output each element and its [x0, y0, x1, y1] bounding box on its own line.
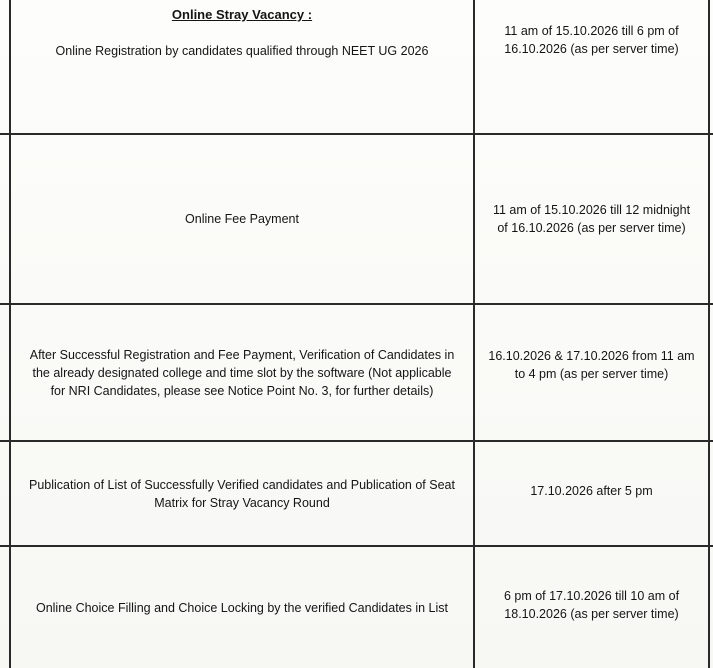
table-row-4-event-cell: [11, 442, 473, 545]
schedule-line: of 16.10.2026 (as per server time): [497, 221, 686, 235]
table-row-1-schedule-cell: [475, 0, 708, 80]
event-text: Online Registration by candidates qualified through NEET UG 2026: [55, 44, 429, 58]
event-line: for NRI Candidates, please see Notice Point No. 3, for further details): [50, 383, 434, 398]
table-row-5-event-cell: [11, 547, 473, 668]
schedule-line: 11 am of 15.10.2026 till 12 midnight: [492, 203, 691, 217]
event-line: After Successful Registration and Fee Payment, Verification of Candidates in: [29, 347, 455, 362]
event-text: Online Choice Filling and Choice Locking by the verified Candidates in List: [35, 600, 449, 615]
event-text: Online Fee Payment: [185, 212, 299, 226]
table-row-3-schedule-cell: [475, 305, 708, 425]
section-heading: Online Stray Vacancy :: [171, 7, 313, 22]
schedule-line: 6 pm of 17.10.2026 till 10 am of: [503, 588, 680, 603]
event-line: Publication of List of Successfully Verified candidates and Publication of Seat: [29, 477, 455, 492]
event-line: Matrix for Stray Vacancy Round: [154, 495, 330, 510]
schedule-line: to 4 pm (as per server time): [514, 367, 669, 381]
schedule-line: 18.10.2026 (as per server time): [504, 606, 679, 621]
schedule-line: 16.10.2026 & 17.10.2026 from 11 am: [488, 349, 695, 363]
table-right-border: [708, 0, 710, 668]
table-row-2-schedule-cell: [475, 135, 708, 303]
event-line: the already designated college and time slot by the software (Not applicable: [32, 365, 452, 380]
table-row-2-event-cell: [11, 135, 473, 303]
table-row-5-schedule-cell: [475, 547, 708, 662]
table-row-1-event-cell: [11, 0, 473, 133]
schedule-line: 16.10.2026 (as per server time): [504, 42, 679, 56]
table-row-4-schedule-cell: [475, 442, 708, 540]
schedule-line: 11 am of 15.10.2026 till 6 pm of: [504, 24, 679, 38]
schedule-text: 17.10.2026 after 5 pm: [530, 484, 653, 498]
table-row-3-event-cell: [11, 305, 473, 440]
